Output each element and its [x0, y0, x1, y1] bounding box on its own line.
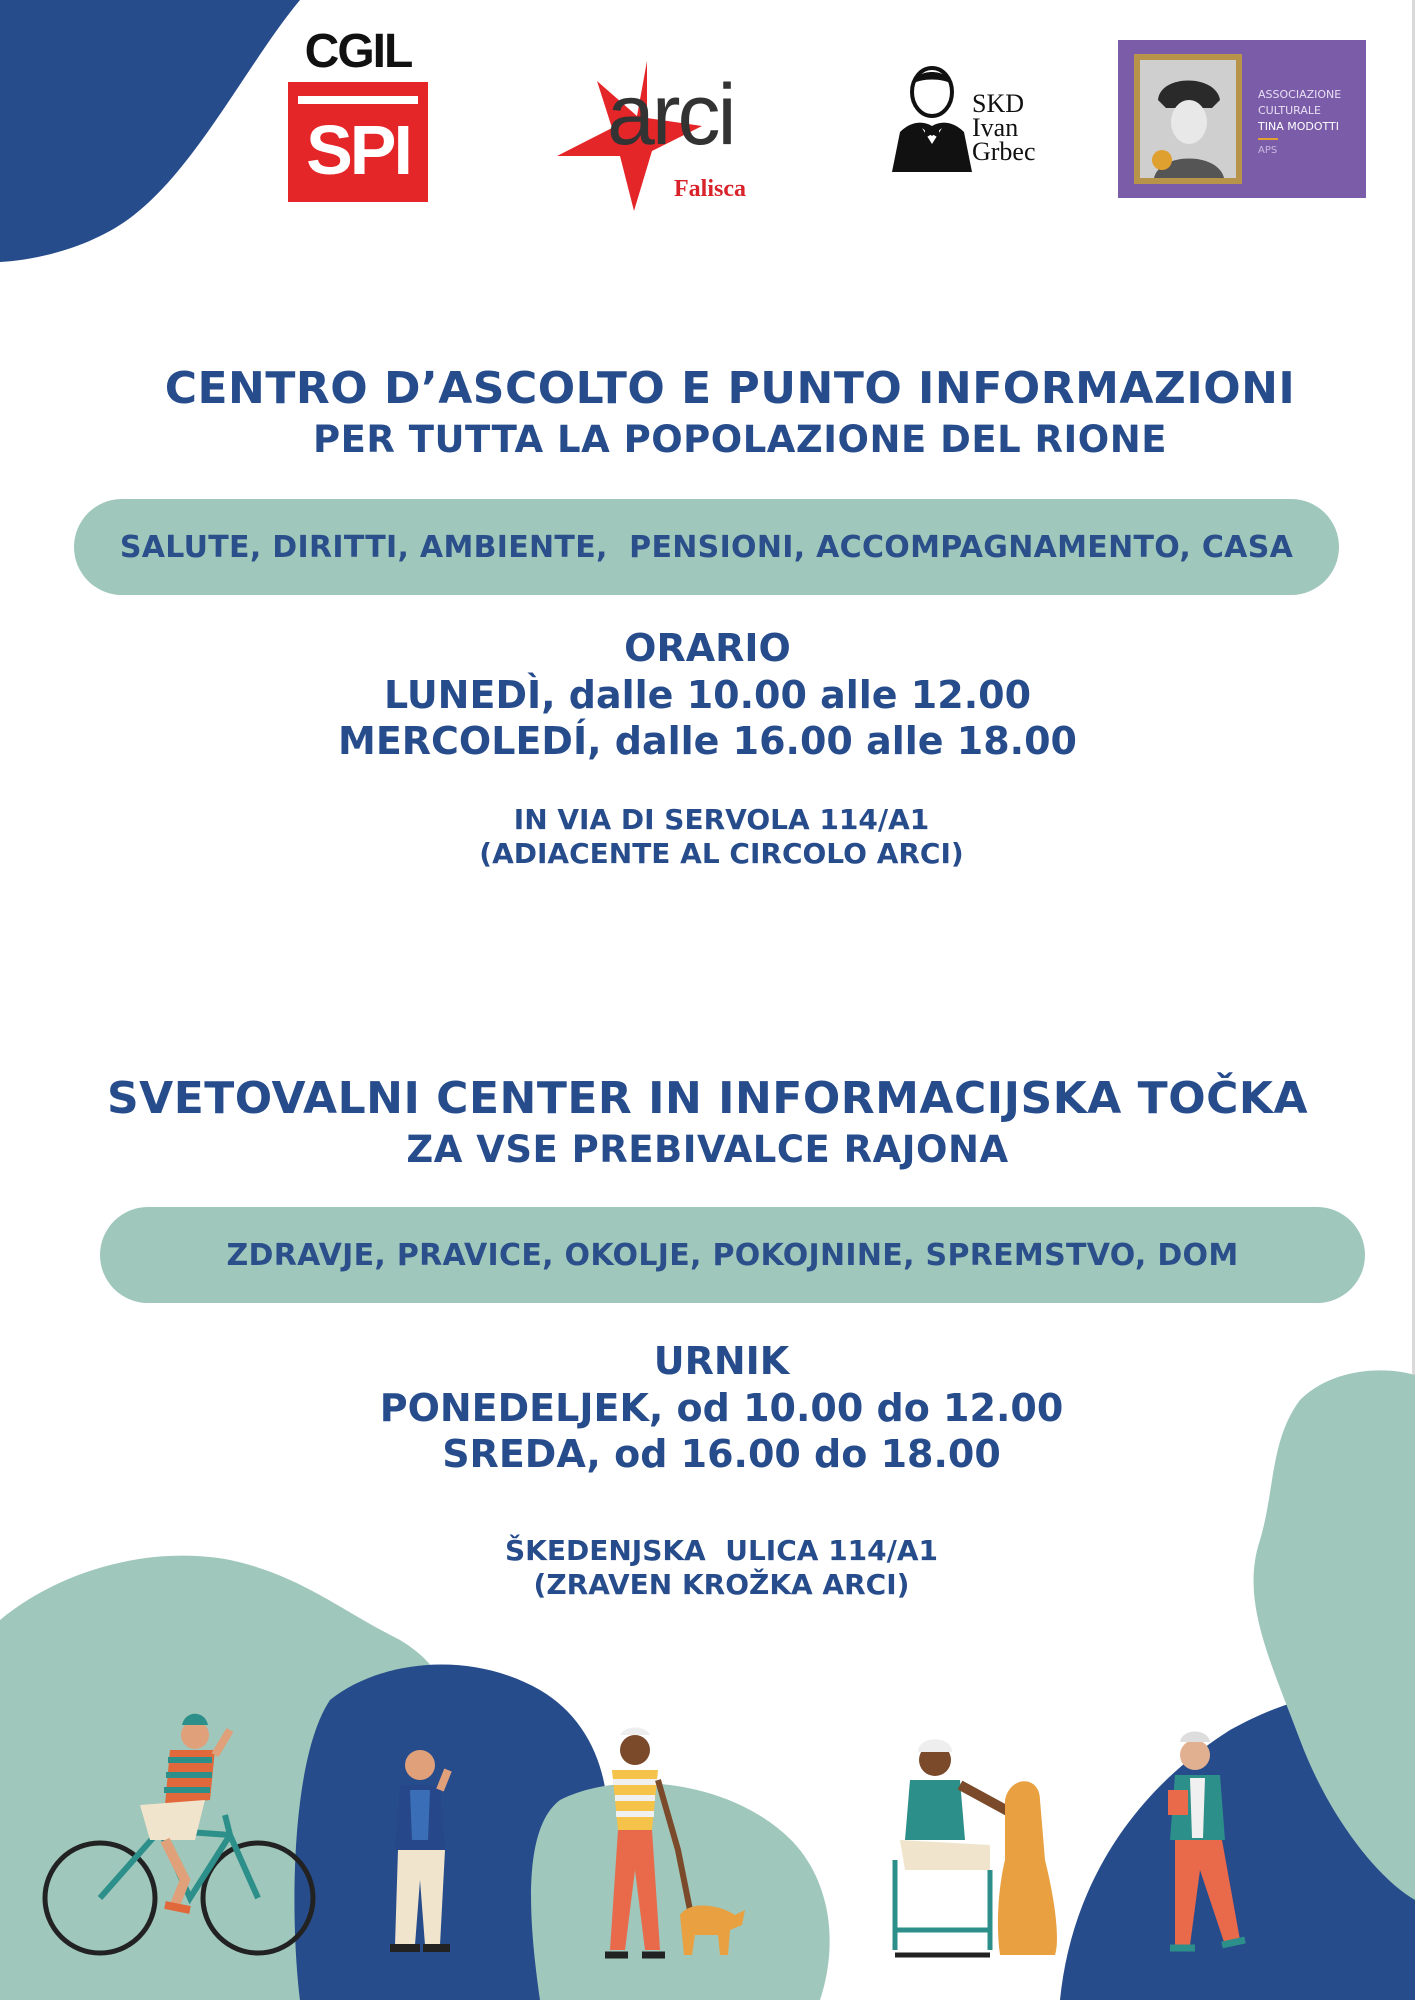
italian-subtitle: PER TUTTA LA POPOLAZIONE DEL RIONE [312, 418, 1168, 461]
italian-schedule-1: LUNEDÌ, dalle 10.00 alle 12.00 [383, 673, 1032, 717]
elderly-man-icon [390, 1750, 450, 1948]
italian-title: CENTRO D’ASCOLTO E PUNTO INFORMAZIONI [164, 363, 1296, 414]
italian-schedule-heading: ORARIO [624, 626, 791, 670]
skd-line-3: Grbec [972, 137, 1036, 166]
woman-with-tablet-icon [1168, 1732, 1245, 1949]
tina-line-1: ASSOCIAZIONE [1258, 88, 1342, 101]
wheelchair-user-icon [895, 1739, 1057, 1955]
spi-text: SPI [306, 111, 410, 189]
cyclist-icon [45, 1714, 313, 1953]
woman-walking-dog-icon [605, 1728, 745, 1956]
slovene-schedule-2: SREDA, od 16.00 do 18.00 [442, 1432, 1001, 1476]
slovene-topics: ZDRAVJE, PRAVICE, OKOLJE, POKOJNINE, SPREMSTVO, DOM [226, 1237, 1239, 1273]
falisca-text: Falisca [674, 176, 746, 202]
cgil-text: CGIL [304, 25, 412, 78]
italian-topics: SALUTE, DIRITTI, AMBIENTE, PENSIONI, ACCOMPAGNAMENTO, CASA [119, 529, 1294, 565]
italian-address-2: (ADIACENTE AL CIRCOLO ARCI) [479, 837, 964, 870]
arci-wordmark: arci [607, 67, 734, 163]
slovene-schedule-heading: URNIK [653, 1339, 790, 1383]
slovene-title: SVETOVALNI CENTER IN INFORMACIJSKA TOČKA [106, 1073, 1309, 1124]
skd-line-2: Ivan [972, 113, 1019, 142]
tina-line-3: TINA MODOTTI [1258, 120, 1339, 133]
skd-line-1: SKD [972, 89, 1025, 118]
slovene-subtitle: ZA VSE PREBIVALCE RAJONA [406, 1128, 1009, 1171]
slovene-address-1: ŠKEDENJSKA ULICA 114/A1 [504, 1534, 939, 1567]
slovene-schedule-1: PONEDELJEK, od 10.00 do 12.00 [379, 1386, 1064, 1430]
italian-schedule-2: MERCOLEDÍ, dalle 16.00 alle 18.00 [338, 719, 1077, 763]
tina-line-2: CULTURALE [1258, 104, 1321, 117]
italian-address-1: IN VIA DI SERVOLA 114/A1 [513, 803, 930, 836]
slovene-address-2: (ZRAVEN KROŽKA ARCI) [533, 1568, 910, 1601]
tina-line-4: APS [1258, 145, 1278, 156]
